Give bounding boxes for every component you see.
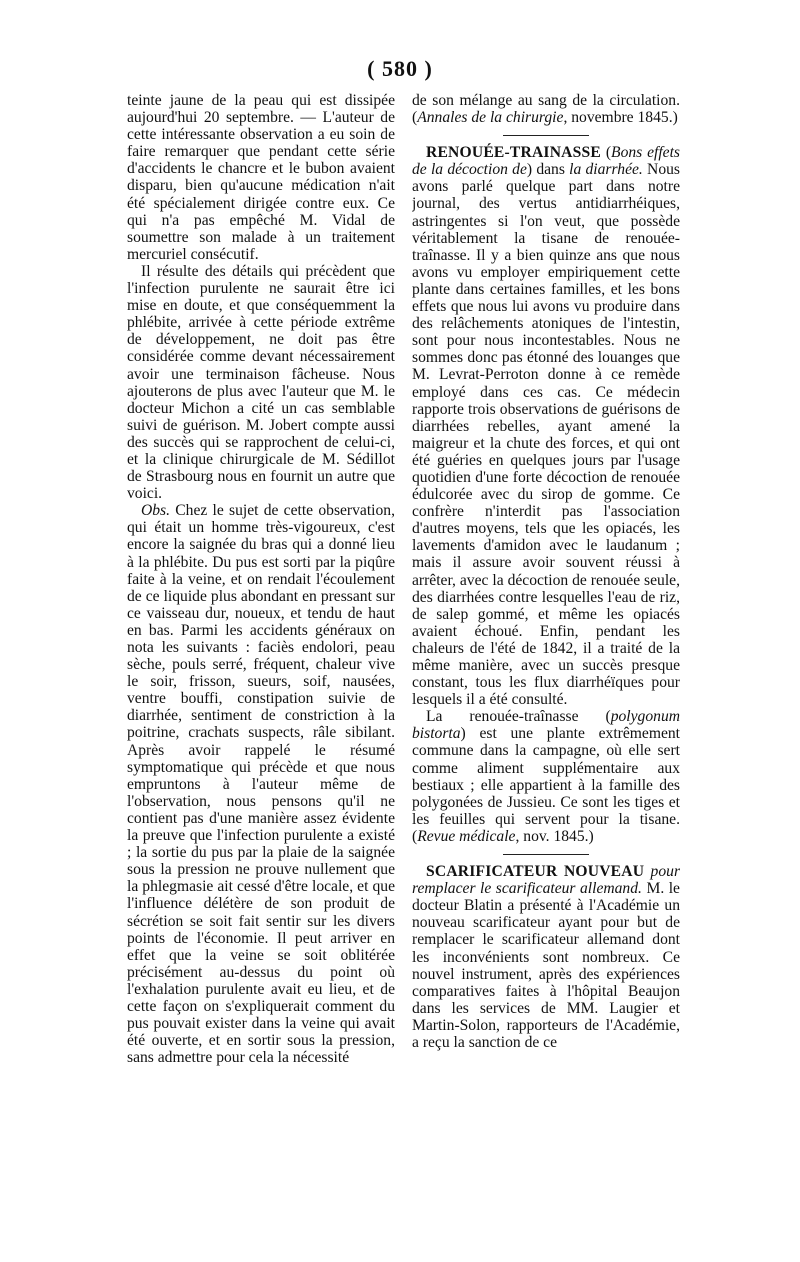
observation-paragraph	[127, 502, 395, 1066]
continuation-text: de son mélange au sang de la circulation. (	[412, 92, 680, 127]
observation-text: Chez le sujet de cette observation, qui était un homme très-vigoureux, c'est encore la saignée du bras qui a donné lieu à la phlébite. Du pus est sorti par la piqûre faite à la veine, et on rendait l'écoulement de ce liquide plus abondant en pressant sur ce vaisseau dur, noueux, et tendu de haut en bas. Parmi les accidents généraux on nota les suivants : faciès endolori, peau sèche, pouls serré, fréquent, chaleur vive le soir, frisson, sueurs, soif, nausées, ventre bouffi, constipation suivie de diarrhée, sentiment de constriction à la poitrine, crachats suspects, râle sibilant. Après avoir rappelé le résumé symptomatique qui précède et que nous empruntons à l'auteur même de l'observation, nous pensons qu'il ne contient pas d'une manière assez évidente la preuve que l'infection purulente a existé ; la sortie du pus par la plaie de la saignée sous la pression ne prouve nullement que la phlegmasie ait cessé d'être locale, et que l'influence délétère de son produit de sécrétion se soit fait sentir sur les divers points de l'économie. Il peut arriver en effet que la veine se soit oblitérée précisément au-dessus du point où l'exhalation purulente avait eu lieu, et de cette façon on s'expliquerait comment du pus pouvait exister dans la veine qui avait été ouverte, et en sortir sous la pression, sans admettre pour cela la nécessité	[127, 502, 395, 1067]
left-paragraph-2: Il résulte des détails qui précèdent que l'infection purulente ne saurait être ici mise en doute, et que conséquemment la phlébite, arrivée à cette période extrême de développement, ne doit pas être considérée comme devant nécessairement avoir une terminaison fâcheuse. Nous ajouterons de plus avec l'auteur que M. le docteur Michon a cité un cas semblable suivi de guérison. M. Jobert compte aussi des succès qui se rapprochent de celui-ci, et la clinique chirurgicale de M. Sédillot de Strasbourg nous en fournit un autre que voici.	[127, 262, 395, 503]
page-number: ( 580 )	[367, 56, 433, 81]
right-paragraph-1	[412, 92, 680, 126]
renouee-paragraph-2	[412, 708, 680, 845]
renouee-article	[412, 144, 680, 708]
renouee-subtitle: Bons effets de la décoction de	[412, 144, 680, 179]
renouee-p2-text-a: La renouée-traînasse (	[426, 708, 611, 726]
scarificateur-heading: SCARIFICATEUR NOUVEAU	[426, 863, 645, 881]
latin-name: polygonum bistorta	[412, 708, 680, 743]
scarificateur-article	[412, 863, 680, 1051]
renouee-heading: RENOUÉE-TRAINASSE	[426, 144, 601, 162]
left-column	[127, 92, 395, 1222]
section-divider-2	[503, 854, 589, 855]
renouee-subtitle-end: ) dans	[526, 161, 570, 179]
citation-annales: Annales de la chirurgie	[417, 109, 564, 127]
renouee-subtitle-b: la diarrhée.	[569, 161, 643, 179]
scarificateur-subtitle: pour remplacer le scarificateur allemand.	[412, 863, 680, 898]
observation-label: Obs.	[141, 502, 171, 520]
section-divider	[503, 135, 589, 136]
left-paragraph-1: teinte jaune de la peau qui est dissipée aujourd'hui 20 septembre. — L'auteur de cette intéressante observation a eu soin de faire remarquer que pendant cette série d'accidents le chancre et le bubon avaient disparu, bien qu'aucune médication n'ait été spécialement dirigée contre eux. Ce qui n'a pas empêché M. Vidal de soumettre son malade à un traitement mercuriel consécutif.	[127, 92, 395, 263]
renouee-body: Nous avons parlé quelque part dans notre journal, des vertus antidiarrhéiques, astringentes si l'on veut, que possède véritablement la tisane de renouée-traînasse. Il y a bien quinze ans que nous avons vu employer empiriquement cette plante dans certaines familles, et les bons effets que nous lui avons vu produire dans des relâchements atoniques de l'intestin, sont pour nous incontestables. Nous ne sommes donc pas étonné des louanges que M. Levrat-Perroton donne à ce remède employé dans ces cas. Ce médecin rapporte trois observations de guérisons de diarrhées rebelles, ayant amené la maigreur et la chute des forces, et qui ont été guéries en quelques jours par l'usage quotidien d'une forte décoction de renouée édulcorée avec du sirop de gomme. Ce confrère n'interdit pas l'association d'autres moyens, tels que les opiacés, les lavements d'amidon avec le laudanum ; mais il assure avoir souvent réussi à arrêter, avec la décoction de renouée seule, des diarrhées contre lesquelles l'eau de riz, de salep gommé, et même les opiacés avaient échoué. Enfin, pendant les chaleurs de l'été de 1842, il a traité de la même manière, avec un succès presque constant, tous les flux diarrhéïques pour lesquels il a été consulté.	[412, 161, 680, 709]
citation-revue-date: , nov. 1845.)	[515, 827, 594, 845]
citation-revue: Revue médicale	[417, 827, 516, 845]
heading-paren: (	[600, 144, 612, 162]
renouee-p2-text-b: ) est une plante extrêmement commune dans la campagne, où elle sert comme aliment supplémentaire aux bestiaux ; elle appartient à la famille des polygonées de Jussieu. Ce sont les tiges et les feuilles qui servent pour la tisane. (	[412, 725, 680, 845]
scarificateur-body: M. le docteur Blatin a présenté à l'Académie un nouveau scarificateur ayant pour but de remplacer le scarificateur allemand dont les inconvénients sont nombreux. Ce nouvel instrument, après des expériences comparatives faites à l'hôpital Beaujon dans les services de MM. Laugier et Martin-Solon, rapporteurs de l'Académie, a reçu la sanction de ce	[412, 880, 680, 1051]
right-column	[412, 92, 680, 1222]
citation-date: , novembre 1845.)	[563, 109, 678, 127]
